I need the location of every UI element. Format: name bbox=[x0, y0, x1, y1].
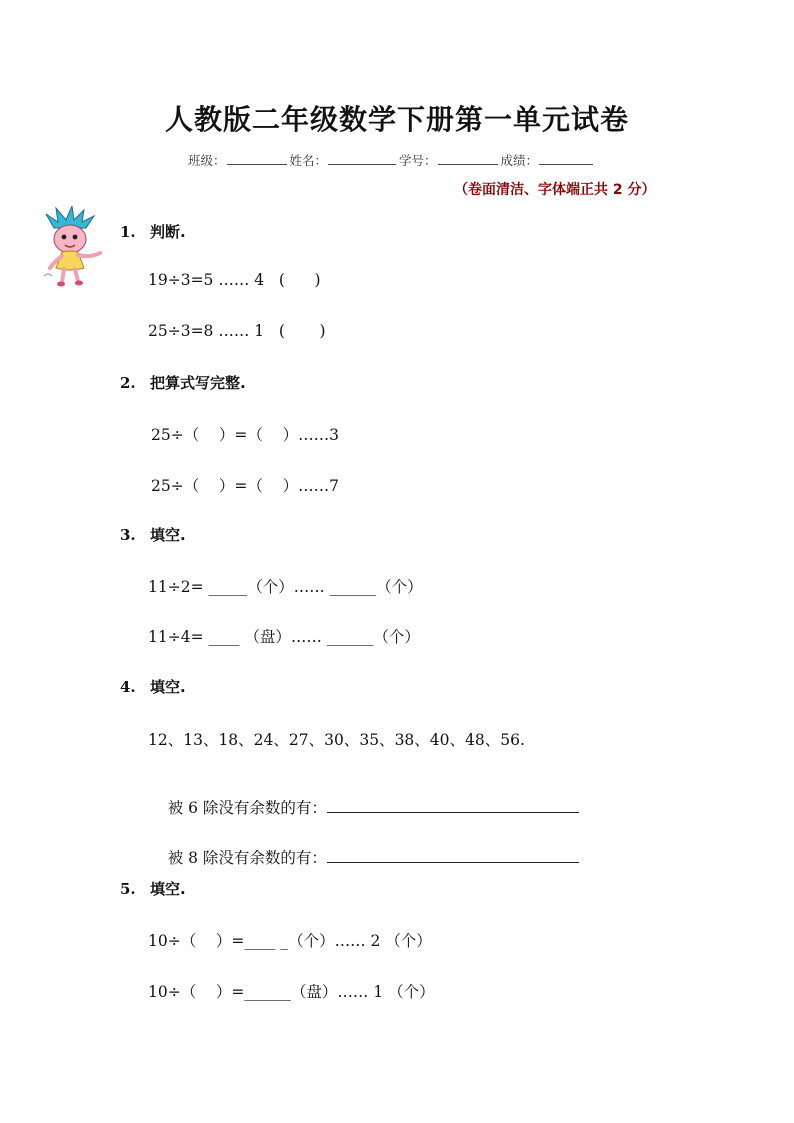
question-5-heading bbox=[120, 878, 186, 899]
question-3-line-1: 11÷2= _____（个）…… ______（个） bbox=[148, 578, 423, 596]
question-5-line-1: 10÷（ ）=____ _（个）…… 2 （个） bbox=[148, 932, 432, 950]
number-blank[interactable] bbox=[438, 152, 498, 165]
answer-blank-6[interactable] bbox=[327, 796, 579, 813]
cartoon-girl-mascot-icon bbox=[42, 206, 110, 288]
question-2-heading bbox=[120, 372, 246, 393]
neatness-note: （卷面清洁、字体端正共 2 分） bbox=[454, 182, 656, 198]
student-info-line bbox=[188, 151, 596, 169]
question-2-number: 2. bbox=[120, 374, 136, 392]
question-2-line-1: 25÷（ ）=（ ）……3 bbox=[151, 426, 339, 444]
question-5-number: 5. bbox=[120, 880, 136, 898]
name-label: 姓名： bbox=[289, 153, 328, 168]
question-1-title: 判断. bbox=[150, 223, 186, 241]
question-4-sequence: 12、13、18、24、27、30、35、38、40、48、56. bbox=[148, 731, 525, 749]
question-4-line-3-label: 被 8 除没有余数的有： bbox=[167, 849, 327, 867]
answer-blank-8[interactable] bbox=[327, 846, 579, 863]
question-4-line-3 bbox=[148, 828, 579, 886]
question-1-line-2: 25÷3=8 …… 1 ( ) bbox=[148, 322, 326, 340]
page-title: 人教版二年级数学下册第一单元试卷 bbox=[164, 103, 629, 136]
question-3-title: 填空. bbox=[150, 526, 186, 544]
name-blank[interactable] bbox=[328, 152, 396, 165]
question-5-line-2: 10÷（ ）=______（盘）…… 1 （个） bbox=[148, 983, 435, 1001]
class-blank[interactable] bbox=[227, 152, 287, 165]
question-1-heading bbox=[120, 221, 186, 242]
question-2-line-2: 25÷（ ）=（ ）……7 bbox=[151, 477, 339, 495]
score-blank[interactable] bbox=[539, 152, 593, 165]
question-2-title: 把算式写完整. bbox=[150, 374, 246, 392]
question-3-line-2: 11÷4= ____ （盘）…… ______（个） bbox=[148, 628, 420, 646]
question-3-number: 3. bbox=[120, 526, 136, 544]
question-4-line-2-label: 被 6 除没有余数的有： bbox=[167, 799, 327, 817]
question-4-title: 填空. bbox=[150, 678, 186, 696]
question-1-number: 1. bbox=[120, 223, 136, 241]
question-4-number: 4. bbox=[120, 678, 136, 696]
question-5-title: 填空. bbox=[150, 880, 186, 898]
question-4-heading bbox=[120, 676, 186, 697]
score-label: 成绩： bbox=[500, 153, 539, 168]
question-1-line-1: 19÷3=5 …… 4 ( ) bbox=[148, 271, 321, 289]
number-label: 学号： bbox=[399, 153, 437, 168]
class-label: 班级： bbox=[188, 153, 226, 168]
question-3-heading bbox=[120, 524, 186, 545]
